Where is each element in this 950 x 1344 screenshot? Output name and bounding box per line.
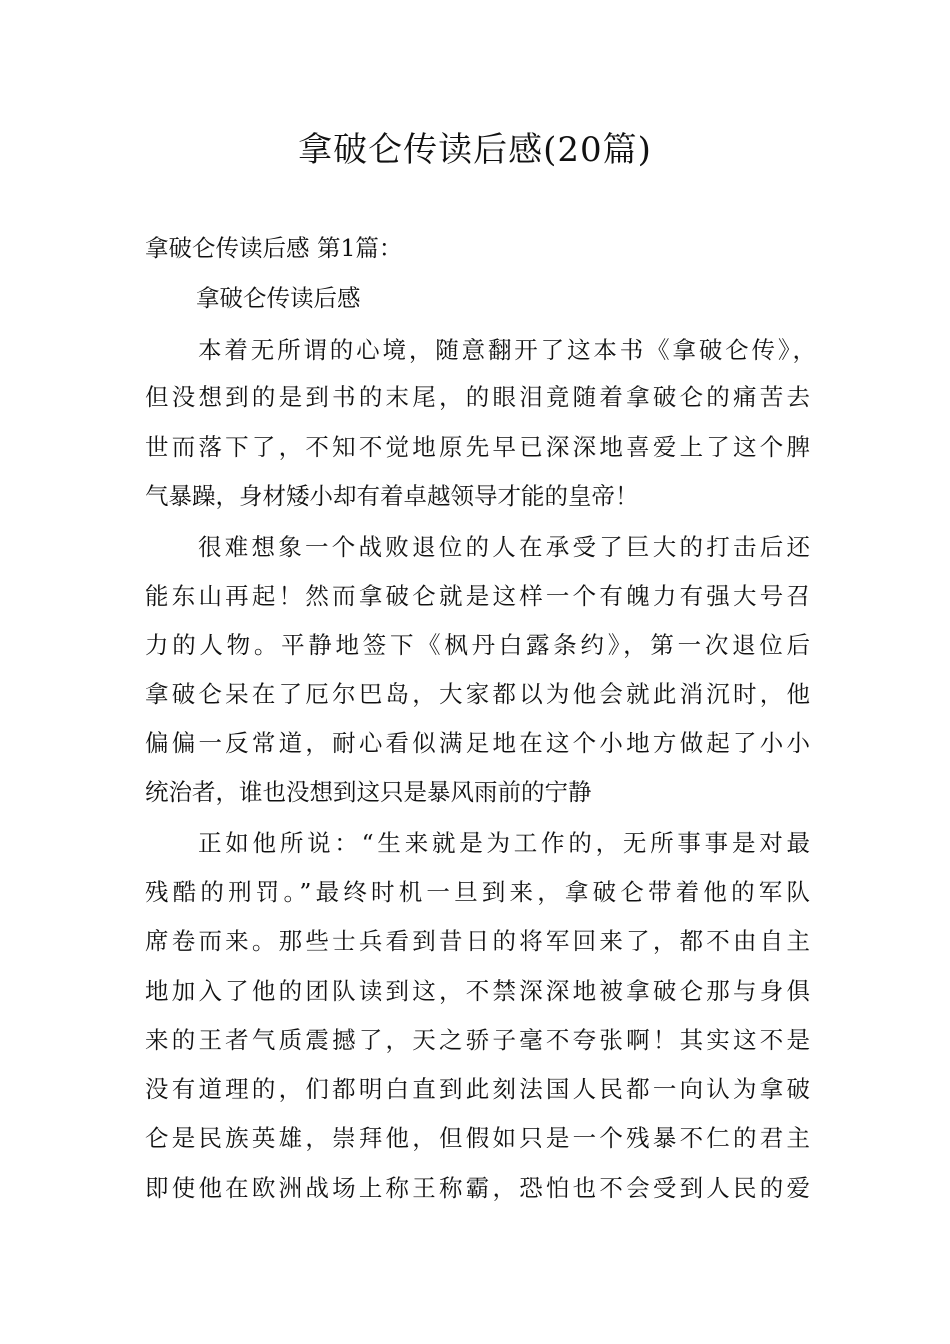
paragraph-3-line-7: 仑是民族英雄，崇拜他，但假如只是一个残暴不仁的君主 (145, 1124, 810, 1152)
paragraph-3-line-8: 即使他在欧洲战场上称王称霸，恐怕也不会受到人民的爱 (145, 1174, 810, 1202)
paragraph-2-line-5: 偏偏一反常道，耐心看似满足地在这个小地方做起了小小 (145, 729, 810, 757)
paragraph-3-line-2: 残酷的刑罚。”最终时机一旦到来，拿破仑带着他的军队 (145, 878, 810, 906)
document-title: 拿破仑传读后感(20篇) (298, 130, 652, 170)
paragraph-1-line-4: 气暴躁，身材矮小却有着卓越领导才能的皇帝！ (145, 482, 639, 510)
paragraph-3-line-3: 席卷而来。那些士兵看到昔日的将军回来了，都不由自主 (145, 927, 810, 955)
paragraph-3-line-5: 来的王者气质震撼了，天之骄子毫不夸张啊！其实这不是 (145, 1026, 810, 1054)
paragraph-3-line-6: 没有道理的，们都明白直到此刻法国人民都一向认为拿破 (145, 1075, 810, 1103)
paragraph-2-line-1: 很难想象一个战败退位的人在承受了巨大的打击后还 (198, 533, 810, 561)
paragraph-2-line-3: 力的人物。平静地签下《枫丹白露条约》，第一次退位后 (145, 631, 810, 659)
paragraph-2-line-4: 拿破仑呆在了厄尔巴岛，大家都以为他会就此消沉时，他 (145, 680, 810, 708)
article-title: 拿破仑传读后感 (196, 284, 361, 312)
paragraph-1-line-2: 但没想到的是到书的末尾，的眼泪竟随着拿破仑的痛苦去 (145, 383, 810, 411)
paragraph-3-line-1: 正如他所说：“生来就是为工作的，无所事事是对最 (198, 829, 810, 857)
paragraph-1-line-1: 本着无所谓的心境，随意翻开了这本书《拿破仑传》， (198, 336, 816, 364)
paragraph-2-line-2: 能东山再起！然而拿破仑就是这样一个有魄力有强大号召 (145, 582, 810, 610)
section-heading: 拿破仑传读后感 第1篇： (145, 234, 403, 262)
paragraph-2-line-6: 统治者，谁也没想到这只是暴风雨前的宁静 (145, 778, 592, 806)
paragraph-3-line-4: 地加入了他的团队读到这，不禁深深地被拿破仑那与身俱 (145, 977, 810, 1005)
paragraph-1-line-3: 世而落下了，不知不觉地原先早已深深地喜爱上了这个脾 (145, 433, 810, 461)
